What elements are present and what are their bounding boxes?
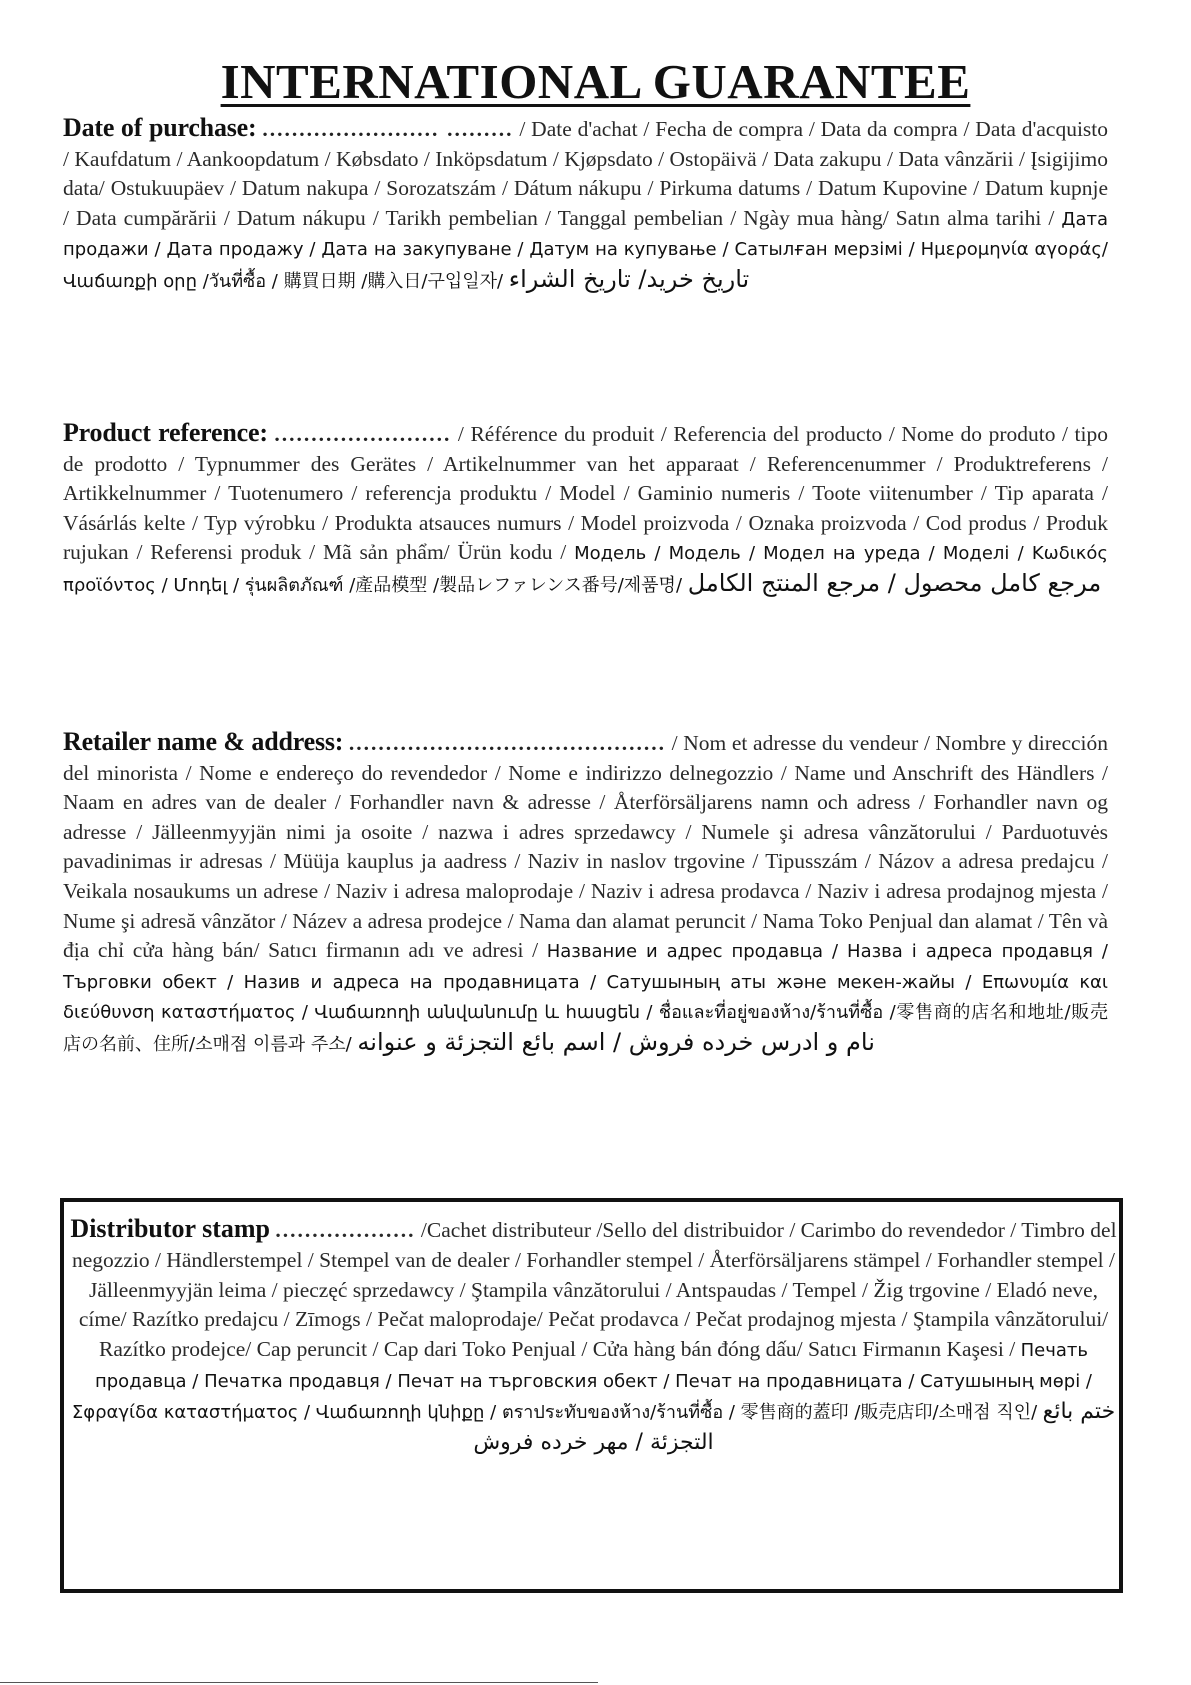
distributor-stamp-translations-rtl: ختم بائع التجزئة / مهر خرده فروش bbox=[473, 1398, 1116, 1455]
distributor-stamp-translations: /Cachet distributeur /Sello del distribuidor / Carimbo do revendedor / Timbro del negozzio / Händlerstempel / Stempel van de dealer / Forhandler stempel / Återförsäljarens stämpel / Forhandler stempel / Jälleenmyyjän leima / pieczęć sprzedawcy / Ştampila vânzătorului / Antspaudas / Tempel / Žig trgovine / Eladó neve, címe/ Razítko predajcu / Zīmogs / Pečat maloprodaje/ Pečat prodavca / Pečat prodajnog mjesta / Ştampila vânzătorului/ Razítko prodejce/ Cap peruncit / Cap dari Toko Penjual / Cửa hàng bán đóng dấu/ Satıcı Firmanın Kaşesi / bbox=[71, 1218, 1117, 1362]
footer-divider bbox=[0, 1682, 598, 1683]
date-of-purchase-translations: / Date d'achat / Fecha de compra / Data da compra / Data d'acquisto / Kaufdatum / Aankoopdatum / Købsdato / Inköpsdatum / Kjøpsdato / Ostopäivä / Data zakupu / Data vânzării / Įsigijimo data/ Ostukuupäev / Datum nakupa / Sorozatszám / Dátum nákupu / Pirkuma datums / Datum Kupovine / Datum kupnje / Data cumpărării / Datum nákupu / Tarikh pembelian / Tanggal pembelian / Ngày mua hàng/ Satın alma tarihi / bbox=[63, 117, 1109, 230]
retailer-translations: / Nom et adresse du vendeur / Nombre y dirección del minorista / Nome e endereço do revendedor / Nome e indirizzo delnegozzio / Name und Anschrift des Händlers / Naam en adres van de dealer / Forhandler navn & adresse / Återförsäljarens namn och adress / Forhandler navn og adresse / Jälleenmyyjän nimi ja osoite / nazwa i adres sprzedawcy / Numele şi adresa vânzătorului / Parduotuvės pavadinimas ir adresas / Müüja kauplus ja aadress / Naziv in naslov trgovine / Tipusszám / Názov a adresa predajcu / Veikala nosaukums un adrese / Naziv i adresa maloprodaje / Naziv i adresa prodavca / Naziv i adresa prodajnog mjesta / Nume şi adresă vânzător / Název a adresa prodejce / Nama dan alamat peruncit / Nama Toko Penjual dan alamat / Tên và địa chỉ cửa hàng bán/ Satıcı firmanın adı ve adresi / bbox=[63, 731, 1108, 963]
title-text: INTERNATIONAL GUARANTEE bbox=[220, 54, 971, 109]
product-reference-fill-line: ........................ bbox=[274, 422, 452, 446]
distributor-stamp-text bbox=[66, 1214, 1121, 1457]
retailer-section bbox=[63, 727, 1108, 1060]
date-of-purchase-translations-other: Дата продажи / Дата продажу / Дата на закупуване / Датум на купување / Сатылған мерзімі / Ημερομηνία αγοράς/ Վաճառքի օրը /วันที่ซื้อ / 購買日期 /購入日/구입일자/ bbox=[63, 208, 1108, 292]
date-of-purchase-section bbox=[63, 113, 1108, 297]
product-reference-translations: / Référence du produit / Referencia del producto / Nome do produto / tipo de prodotto / Typnummer des Gerätes / Artikelnummer van het apparaat / Referencenummer / Produktreferens / Artikkelnummer / Tuotenumero / referencja produktu / Model / Gaminio numeris / Toote viitenumber / Tip aparata / Vásárlás kelte / Typ výrobku / Produkta atsauces numurs / Model proizvoda / Oznaka proizvoda / Cod produs / Produk rujukan / Referensi produk / Mã sản phẩm/ Ürün kodu / bbox=[63, 422, 1108, 565]
retailer-translations-other: Название и адрес продавца / Назва і адреса продавця / Търговки обект / Назив и адреса на продавницата / Сатушының аты және мекен-жайы / Επωνυμία και διεύθυνση καταστήματος / Վաճառողի անվանումը և հասցեն / ชื่อและที่อยู่ของห้าง/ร้านที่ซื้อ /零售商的店名和地址/販売店の名前、住所/소매점 이름과 주소/ bbox=[63, 941, 1108, 1055]
product-reference-translations-other: Модель / Модель / Модел на уреда / Моделі / Κωδικός προϊόντος / Մոդել / รุ่นผลิตภัณฑ์ /產品模型 /製品レファレンス番号/제품명/ bbox=[63, 543, 1108, 596]
distributor-stamp-label: Distributor stamp bbox=[70, 1214, 271, 1243]
distributor-stamp-box bbox=[60, 1198, 1123, 1593]
date-of-purchase-translations-rtl: تاریخ خرید/ تاريخ الشراء bbox=[508, 264, 750, 293]
retailer-label: Retailer name & address: bbox=[63, 727, 344, 756]
distributor-stamp-translations-other: Печать продавца / Печатка продавця / Печат на търговския обект / Печат на продавницата / Сатушының мөрі / Σφραγίδα καταστήματος / Վաճառողի կնիքը / ตราประทับของห้าง/ร้านที่ซื้อ / 零售商的蓋印 /販売店印/소매점 직인/ bbox=[71, 1340, 1092, 1423]
product-reference-section bbox=[63, 418, 1108, 601]
date-of-purchase-fill-line: ........................ ......... bbox=[262, 117, 514, 141]
date-of-purchase-label: Date of purchase: bbox=[63, 113, 257, 142]
retailer-fill-line: ........................................... bbox=[348, 731, 667, 755]
product-reference-translations-rtl: مرجع کامل محصول / مرجع المنتج الكامل bbox=[687, 568, 1102, 597]
distributor-stamp-fill-line: ................... bbox=[275, 1218, 416, 1242]
page-title bbox=[0, 52, 1191, 112]
product-reference-label: Product reference: bbox=[63, 418, 268, 447]
retailer-translations-rtl: نام و ادرس خرده فروش / اسم بائع التجزئة و عنوانه bbox=[357, 1027, 875, 1056]
